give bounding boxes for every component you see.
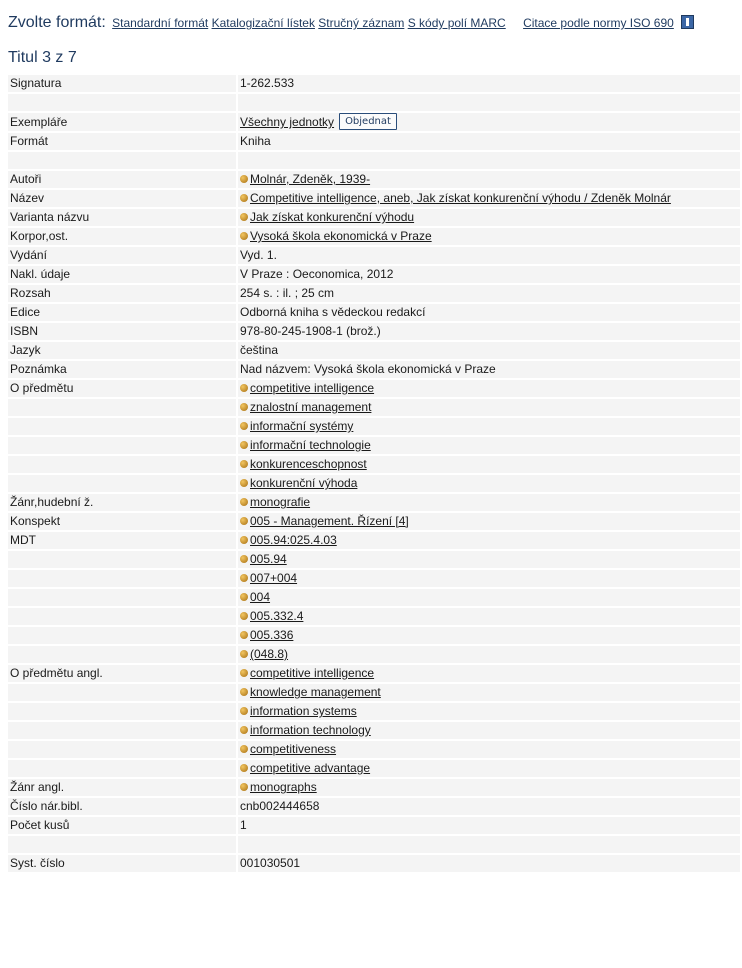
field-value	[238, 684, 740, 701]
field-value	[238, 551, 740, 568]
format-standard-link[interactable]: Standardní formát	[112, 16, 209, 30]
record-table	[6, 73, 742, 874]
order-button[interactable]: Objednat	[339, 113, 397, 130]
field-label: Číslo nár.bibl.	[8, 798, 236, 815]
bullet-icon	[240, 631, 248, 639]
table-row	[8, 551, 740, 568]
table-row	[8, 817, 740, 834]
field-label: Exempláře	[8, 113, 236, 131]
bullet-icon	[240, 574, 248, 582]
genre-link[interactable]: monografie	[250, 495, 311, 509]
table-row	[8, 133, 740, 150]
subject-en-link[interactable]: competitive intelligence	[250, 666, 375, 680]
table-row	[8, 627, 740, 644]
field-label: Poznámka	[8, 361, 236, 378]
table-row	[8, 475, 740, 492]
subject-en-link[interactable]: competitiveness	[250, 742, 337, 756]
table-row	[8, 494, 740, 511]
field-value	[238, 608, 740, 625]
bullet-icon	[240, 194, 248, 202]
field-value	[238, 475, 740, 492]
bullet-icon	[240, 707, 248, 715]
subject-link[interactable]: konkurenceschopnost	[250, 457, 367, 471]
bullet-icon	[240, 384, 248, 392]
bullet-icon	[240, 745, 248, 753]
bullet-icon	[240, 175, 248, 183]
field-value	[238, 437, 740, 454]
field-value	[238, 627, 740, 644]
format-catalog-card-link[interactable]: Katalogizační lístek	[211, 16, 315, 30]
konspekt-link[interactable]: 005 - Management. Řízení [4]	[250, 514, 409, 528]
field-value	[238, 209, 740, 226]
table-row	[8, 209, 740, 226]
bullet-icon	[240, 441, 248, 449]
mdt-link[interactable]: 005.94:025.4.03	[250, 533, 337, 547]
field-label: Formát	[8, 133, 236, 150]
bullet-icon	[240, 650, 248, 658]
field-value	[238, 113, 740, 131]
bullet-icon	[240, 593, 248, 601]
table-row	[8, 608, 740, 625]
bullet-icon	[240, 612, 248, 620]
genre-en-link[interactable]: monographs	[250, 780, 317, 794]
field-label: O předmětu angl.	[8, 665, 236, 682]
variant-title-link[interactable]: Jak získat konkurenční výhodu	[250, 210, 415, 224]
subject-link[interactable]: konkurenční výhoda	[250, 476, 358, 490]
field-value: V Praze : Oeconomica, 2012	[238, 266, 740, 283]
field-label: Rozsah	[8, 285, 236, 302]
table-row	[8, 456, 740, 473]
table-row	[8, 589, 740, 606]
bullet-icon	[240, 422, 248, 430]
bullet-icon	[240, 498, 248, 506]
info-icon[interactable]	[681, 15, 694, 29]
field-label: O předmětu	[8, 380, 236, 397]
field-value: Vyd. 1.	[238, 247, 740, 264]
table-row	[8, 684, 740, 701]
field-label: Žánr,hudební ž.	[8, 494, 236, 511]
field-value: 978-80-245-1908-1 (brož.)	[238, 323, 740, 340]
table-row	[8, 399, 740, 416]
mdt-link[interactable]: (048.8)	[250, 647, 289, 661]
field-value	[238, 760, 740, 777]
table-row	[8, 646, 740, 663]
format-marc-link[interactable]: S kódy polí MARC	[407, 16, 506, 30]
field-label: Korpor,ost.	[8, 228, 236, 245]
table-row	[8, 171, 740, 188]
format-iso690-link[interactable]: Citace podle normy ISO 690	[523, 16, 674, 30]
bullet-icon	[240, 460, 248, 468]
field-label: Název	[8, 190, 236, 207]
table-row	[8, 228, 740, 245]
field-value: 254 s. : il. ; 25 cm	[238, 285, 740, 302]
field-value	[238, 418, 740, 435]
table-row	[8, 798, 740, 815]
table-row	[8, 779, 740, 796]
format-bar-lead: Zvolte formát:	[8, 14, 106, 31]
field-label: Edice	[8, 304, 236, 321]
field-value: cnb002444658	[238, 798, 740, 815]
table-row	[8, 361, 740, 378]
field-label: Varianta názvu	[8, 209, 236, 226]
field-value	[238, 456, 740, 473]
table-row	[8, 532, 740, 549]
field-value: čeština	[238, 342, 740, 359]
bullet-icon	[240, 726, 248, 734]
table-row	[8, 513, 740, 530]
table-row	[8, 113, 740, 131]
field-value	[238, 399, 740, 416]
field-label: Žánr angl.	[8, 779, 236, 796]
field-label: Počet kusů	[8, 817, 236, 834]
corporate-author-link[interactable]: Vysoká škola ekonomická v Praze	[250, 229, 432, 243]
field-label: Autoři	[8, 171, 236, 188]
format-brief-record-link[interactable]: Stručný záznam	[318, 16, 405, 30]
bullet-icon	[240, 403, 248, 411]
subject-link[interactable]: competitive intelligence	[250, 381, 375, 395]
subject-en-link[interactable]: information systems	[250, 704, 357, 718]
field-value: Kniha	[238, 133, 740, 150]
field-value	[238, 703, 740, 720]
bullet-icon	[240, 536, 248, 544]
bullet-icon	[240, 764, 248, 772]
field-value	[238, 513, 740, 530]
table-row	[8, 722, 740, 739]
field-value: 001030501	[238, 855, 740, 872]
field-value	[238, 494, 740, 511]
field-value: Nad názvem: Vysoká škola ekonomická v Praze	[238, 361, 740, 378]
table-row	[8, 741, 740, 758]
bullet-icon	[240, 669, 248, 677]
field-value	[238, 722, 740, 739]
field-label: Jazyk	[8, 342, 236, 359]
field-label: Signatura	[8, 75, 236, 92]
bullet-icon	[240, 517, 248, 525]
all-units-link[interactable]: Všechny jednotky	[240, 115, 335, 129]
subject-link[interactable]: znalostní management	[250, 400, 372, 414]
field-label: MDT	[8, 532, 236, 549]
table-row	[8, 437, 740, 454]
field-label: Vydání	[8, 247, 236, 264]
subject-en-link[interactable]: knowledge management	[250, 685, 381, 699]
field-value	[238, 665, 740, 682]
spacer-row	[8, 836, 740, 853]
field-value: 1	[238, 817, 740, 834]
table-row	[8, 665, 740, 682]
field-value	[238, 380, 740, 397]
field-value	[238, 532, 740, 549]
table-row	[8, 855, 740, 872]
bullet-icon	[240, 783, 248, 791]
subject-en-link[interactable]: competitive advantage	[250, 761, 371, 775]
field-label: Nakl. údaje	[8, 266, 236, 283]
table-row	[8, 247, 740, 264]
field-value	[238, 570, 740, 587]
table-row	[8, 266, 740, 283]
field-value	[238, 779, 740, 796]
field-label: ISBN	[8, 323, 236, 340]
spacer-row	[8, 94, 740, 111]
field-value	[238, 171, 740, 188]
field-label: Syst. číslo	[8, 855, 236, 872]
mdt-link[interactable]: 005.94	[250, 552, 287, 566]
mdt-link[interactable]: 005.336	[250, 628, 294, 642]
bullet-icon	[240, 688, 248, 696]
subject-en-link[interactable]: information technology	[250, 723, 371, 737]
table-row	[8, 190, 740, 207]
field-value	[238, 741, 740, 758]
bullet-icon	[240, 555, 248, 563]
field-value	[238, 190, 740, 207]
table-row	[8, 304, 740, 321]
field-label: Konspekt	[8, 513, 236, 530]
bullet-icon	[240, 479, 248, 487]
field-value	[238, 228, 740, 245]
table-row	[8, 570, 740, 587]
table-row	[8, 342, 740, 359]
author-link[interactable]: Molnár, Zdeněk, 1939-	[250, 172, 371, 186]
field-value	[238, 589, 740, 606]
field-value	[238, 646, 740, 663]
table-row	[8, 418, 740, 435]
table-row	[8, 285, 740, 302]
format-bar	[8, 14, 738, 36]
table-row	[8, 75, 740, 92]
table-row	[8, 760, 740, 777]
mdt-link[interactable]: 005.332.4	[250, 609, 304, 623]
bullet-icon	[240, 213, 248, 221]
field-value: 1-262.533	[238, 75, 740, 92]
field-value: Odborná kniha s vědeckou redakcí	[238, 304, 740, 321]
table-row	[8, 703, 740, 720]
page-title: Titul 3 z 7	[8, 49, 77, 66]
subject-link[interactable]: informační technologie	[250, 438, 371, 452]
spacer-row	[8, 152, 740, 169]
table-row	[8, 380, 740, 397]
table-row	[8, 323, 740, 340]
title-link[interactable]: Competitive intelligence, aneb, Jak získat konkurenční výhodu / Zdeněk Molnár	[250, 191, 671, 205]
mdt-link[interactable]: 007+004	[250, 571, 298, 585]
bullet-icon	[240, 232, 248, 240]
subject-link[interactable]: informační systémy	[250, 419, 354, 433]
mdt-link[interactable]: 004	[250, 590, 271, 604]
